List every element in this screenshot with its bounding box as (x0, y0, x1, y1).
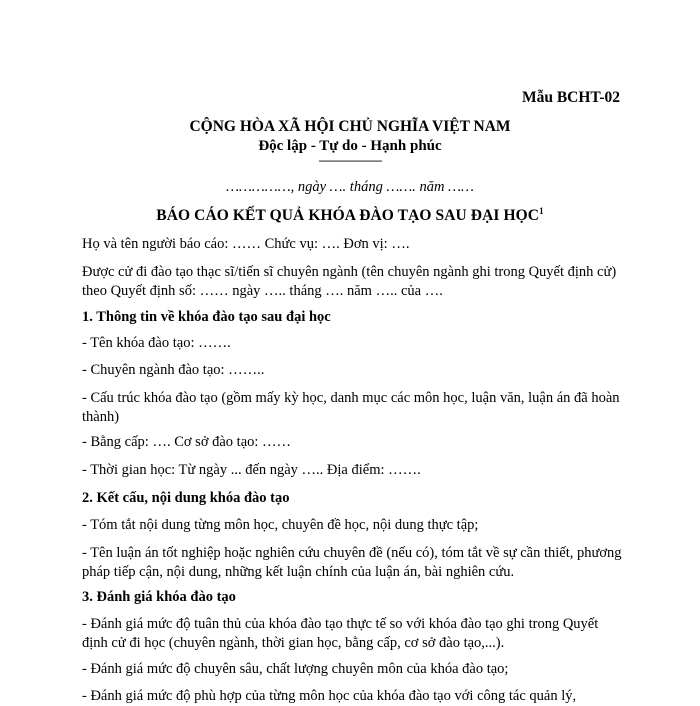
section-1-item: - Thời gian học: Từ ngày ... đến ngày ….. Địa điểm: ……. (82, 462, 421, 478)
section-1-item: - Cấu trúc khóa đào tạo (gồm mấy kỳ học, danh mục các môn học, luận văn, luận án đã hoàn thành) (82, 390, 620, 425)
section-2-heading: 2. Kết cấu, nội dung khóa đào tạo (82, 490, 290, 506)
section-1-item: - Chuyên ngành đào tạo: …….. (82, 362, 265, 378)
document-title-text: BÁO CÁO KẾT QUẢ KHÓA ĐÀO TẠO SAU ĐẠI HỌC (156, 207, 540, 225)
nation-header: CỘNG HÒA XÃ HỘI CHỦ NGHĨA VIỆT NAM (189, 118, 511, 135)
section-1-item: - Tên khóa đào tạo: ……. (82, 335, 231, 351)
section-3-item: - Đánh giá mức độ tuân thủ của khóa đào tạo thực tế so với khóa đào tạo ghi trong Quyết định cử đi học (chuyên ngành, thời gian học, bằng cấp, cơ sở đào tạo,...). (82, 616, 599, 651)
section-3-item: - Đánh giá mức độ chuyên sâu, chất lượng chuyên môn của khóa đào tạo; (82, 661, 509, 677)
section-2-item: - Tóm tắt nội dung từng môn học, chuyên đề học, nội dung thực tập; (82, 517, 479, 533)
section-1-item: - Bằng cấp: …. Cơ sở đào tạo: …… (82, 434, 292, 450)
section-3-heading: 3. Đánh giá khóa đào tạo (82, 589, 236, 605)
section-3-item: - Đánh giá mức độ phù hợp của từng môn học của khóa đào tạo với công tác quản lý, (82, 688, 577, 704)
section-1-heading: 1. Thông tin về khóa đào tạo sau đại học (82, 309, 331, 325)
title-footnote-marker: 1 (539, 206, 544, 216)
form-code: Mẫu BCHT-02 (521, 89, 620, 106)
intro-paragraph: Được cử đi đào tạo thạc sĩ/tiến sĩ chuyên ngành (tên chuyên ngành ghi trong Quyết định cử) theo Quyết định số: …… ngày ….. tháng …. năm ….. của …. (82, 264, 617, 299)
header-divider: --------------------- (318, 153, 382, 167)
reporter-line: Họ và tên người báo cáo: …… Chức vụ: …. Đơn vị: …. (82, 236, 410, 252)
section-2-item: - Tên luận án tốt nghiệp hoặc nghiên cứu chuyên đề (nếu có), tóm tắt về sự cần thiết, phương pháp tiếp cận, nội dung, những kết luận chính của luận án, bài nghiên cứu. (82, 545, 622, 580)
document-title (0, 206, 700, 225)
place-date-line: ……………, ngày …. tháng ……. năm …… (226, 179, 474, 195)
motto: Độc lập - Tự do - Hạnh phúc (258, 138, 442, 154)
